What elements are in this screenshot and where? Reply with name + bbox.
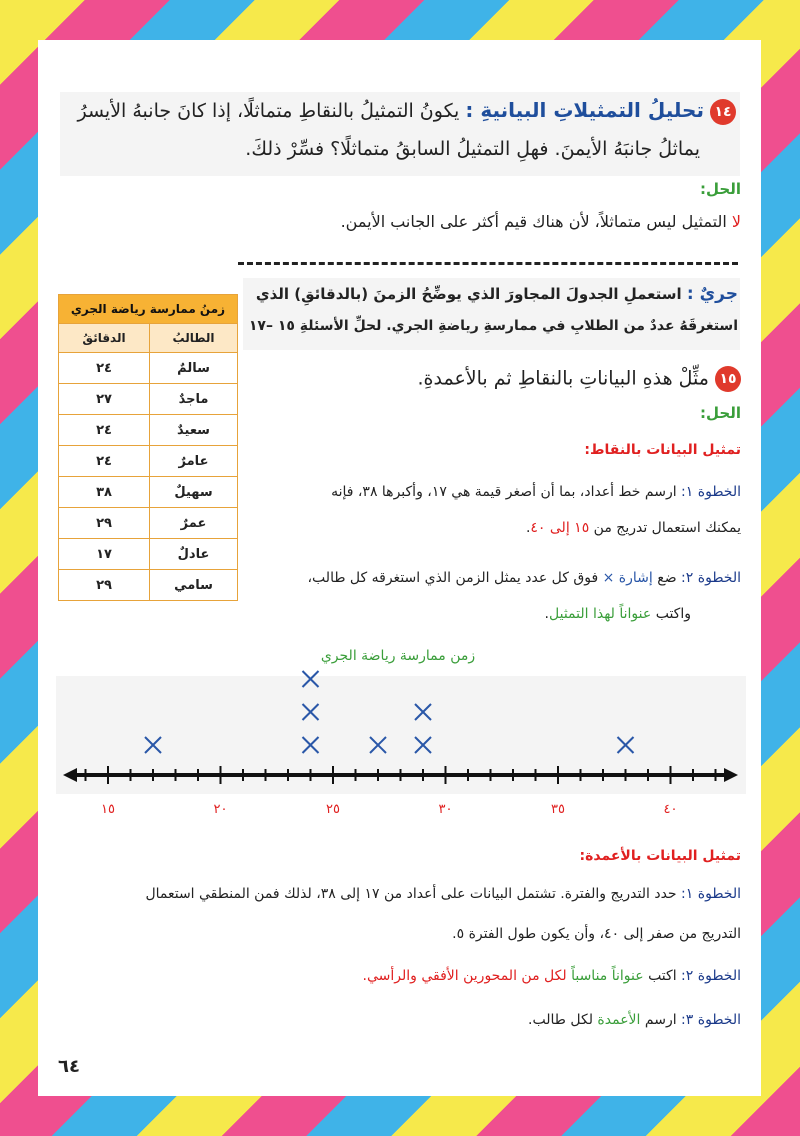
- step-text: حدد التدريج والفترة. تشتمل البيانات على أعداد من ١٧ إلى ٣٨، لذلك فمن المنطقي استعمال: [145, 886, 677, 902]
- cell-student: سهيلٌ: [150, 477, 238, 508]
- table-row: [59, 353, 238, 384]
- step-label: الخطوة ١:: [681, 484, 741, 500]
- step-label: الخطوة ١:: [681, 886, 741, 902]
- intro-line1: [256, 284, 738, 304]
- cell-student: سالمٌ: [150, 353, 238, 384]
- q14-line1: [77, 98, 736, 125]
- bars-heading: تمثيل البيانات بالأعمدة:: [579, 848, 741, 864]
- step-text: لكل طالب.: [528, 1012, 593, 1028]
- q14-text-2: يماثلُ جانبَهُ الأيمنَ. فهلِ التمثيلُ السابقُ متماثلًا؟ فسِّرْ ذلكَ.: [245, 138, 700, 160]
- q14-solution-label: الحل:: [700, 180, 741, 198]
- q14-number-badge: ١٤: [710, 99, 736, 125]
- cell-student: عمرٌ: [150, 508, 238, 539]
- page-number: ٦٤: [58, 1056, 80, 1077]
- tick-label: ٢٠: [213, 802, 228, 817]
- mark-highlight: إشارة ×: [602, 570, 653, 586]
- step-label: الخطوة ٢:: [681, 968, 741, 984]
- table-header-minutes: الدقائقُ: [59, 324, 150, 353]
- bars-step3: [528, 1012, 741, 1028]
- intro-text-2: استغرقَهُ عددٌ من الطلابِ في ممارسةِ رياضةِ الجري. لحلِّ الأسئلةِ ١٥ –١٧: [248, 318, 738, 334]
- cell-minutes: ٢٤: [59, 353, 150, 384]
- step-text: .: [544, 606, 549, 622]
- cell-student: عادلٌ: [150, 539, 238, 570]
- intro-text-1: استعملِ الجدولَ المجاورَ الذي يوضِّحُ الزمنَ (بالدقائقِ) الذي: [255, 285, 682, 303]
- bars-step1-line2: التدريج من صفر إلى ٤٠، وأن يكون طول الفترة ٥.: [452, 926, 741, 942]
- q14-solution-no: لا: [731, 212, 741, 231]
- step-text: ارسم: [644, 1012, 677, 1028]
- q14-solution-text: التمثيل ليس متماثلاً، لأن هناك قيم أكثر على الجانب الأيمن.: [340, 212, 727, 231]
- cell-minutes: ٢٤: [59, 415, 150, 446]
- step-text: يمكنك استعمال تدريج من: [593, 520, 741, 536]
- q14-solution: [341, 212, 741, 231]
- table-row: [59, 570, 238, 601]
- cell-student: سعيدٌ: [150, 415, 238, 446]
- step-text: فوق كل عدد يمثل الزمن الذي استغرقه كل طالب،: [307, 570, 599, 586]
- title-highlight: عنواناً مناسباً: [571, 968, 644, 984]
- cell-minutes: ٣٨: [59, 477, 150, 508]
- table-row: [59, 384, 238, 415]
- table-header-student: الطالبُ: [150, 324, 238, 353]
- table-row: [59, 415, 238, 446]
- q15-solution-label: الحل:: [700, 404, 741, 422]
- q14-title: تحليلُ التمثيلاتِ البيانيةِ :: [465, 98, 704, 122]
- question-14: [60, 92, 740, 176]
- axes-highlight: لكل من المحورين الأفقي والرأسي.: [362, 968, 567, 984]
- chart-title: زمن ممارسة رياضة الجري: [320, 648, 476, 664]
- cell-minutes: ٢٩: [59, 570, 150, 601]
- step-text: ضع: [657, 570, 677, 586]
- bars-highlight: الأعمدة: [597, 1012, 641, 1028]
- tick-label: ٢٥: [326, 802, 340, 817]
- tick-label: ٣٥: [551, 802, 565, 817]
- tick-label: ٤٠: [663, 802, 678, 817]
- step-label: الخطوة ٢:: [681, 570, 741, 586]
- dots-step1-line2: يمكنك استعمال تدريج من ١٥ إلى ٤٠.: [525, 520, 741, 536]
- dots-step2: [308, 570, 741, 586]
- page: [38, 40, 761, 1096]
- cell-minutes: ١٧: [59, 539, 150, 570]
- cell-student: سامي: [150, 570, 238, 601]
- running-intro: [243, 278, 740, 350]
- line-plot: [38, 630, 761, 830]
- dots-step1: [331, 484, 741, 500]
- dots-heading: تمثيل البيانات بالنقاط:: [584, 442, 741, 458]
- dots-step2-line2: [545, 606, 691, 622]
- table-row: [59, 508, 238, 539]
- step-text: ارسم خط أعداد، بما أن أصغر قيمة هي ١٧، وأكبرها ٣٨، فإنه: [331, 484, 677, 500]
- cell-minutes: ٢٩: [59, 508, 150, 539]
- step-text: واكتب: [655, 606, 691, 622]
- bars-step2: [363, 968, 741, 984]
- tick-label: ١٥: [101, 802, 115, 817]
- cell-minutes: ٢٧: [59, 384, 150, 415]
- table-title: زمنُ ممارسة رياضة الجري: [59, 295, 238, 324]
- cell-student: ماجدٌ: [150, 384, 238, 415]
- cell-student: عامرٌ: [150, 446, 238, 477]
- q15-number-badge: ١٥: [715, 366, 741, 392]
- table-row: [59, 539, 238, 570]
- cell-minutes: ٢٤: [59, 446, 150, 477]
- tick-label: ٣٠: [438, 802, 453, 817]
- q14-text-1: يكونُ التمثيلُ بالنقاطِ متماثلًا، إذا كانَ جانبهُ الأيسرُ: [77, 100, 460, 122]
- bars-step1: [145, 886, 741, 902]
- running-time-table: [58, 294, 238, 601]
- question-15: [418, 366, 742, 392]
- title-highlight: عنواناً لهذا التمثيل: [549, 606, 652, 622]
- table-row: [59, 477, 238, 508]
- separator: [238, 262, 738, 265]
- step-label: الخطوة ٣:: [681, 1012, 741, 1028]
- intro-title: جريٌ :: [686, 284, 738, 304]
- table-row: [59, 446, 238, 477]
- step-text: اكتب: [648, 968, 677, 984]
- range-highlight: ١٥ إلى ٤٠: [530, 520, 590, 536]
- q15-text: مثِّلْ هذهِ البياناتِ بالنقاطِ ثم بالأعمدةِ.: [417, 367, 709, 390]
